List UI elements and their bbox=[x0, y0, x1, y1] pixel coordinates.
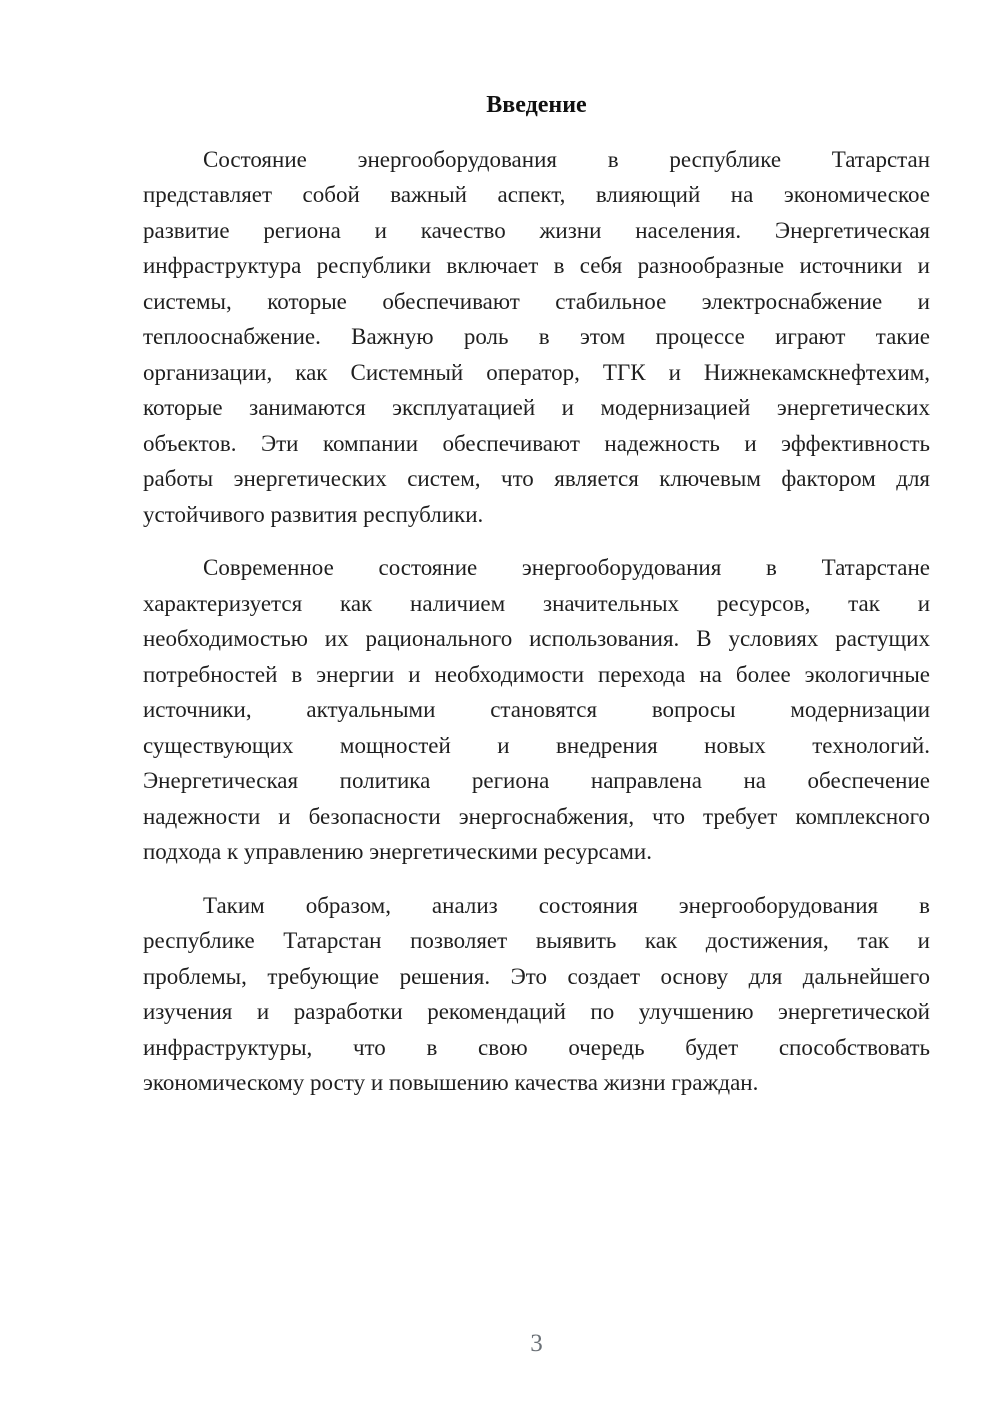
text-line: которые занимаются эксплуатацией и модернизацией энергетических bbox=[143, 395, 930, 420]
text-line: существующих мощностей и внедрения новых технологий. bbox=[143, 732, 930, 758]
text-line: Энергетическая политика региона направлена на обеспечение bbox=[143, 768, 930, 793]
text-line: экономическому росту и повышению качества жизни граждан. bbox=[143, 1070, 759, 1095]
page-title: Введение bbox=[486, 92, 587, 118]
text-line: Таким образом, анализ состояния энергооборудования в bbox=[203, 892, 930, 918]
text-line: устойчивого развития республики. bbox=[143, 501, 484, 527]
text-line: инфраструктура республики включает в себя разнообразные источники и bbox=[143, 253, 930, 278]
text-line: республике Татарстан позволяет выявить как достижения, так и bbox=[143, 928, 930, 953]
paragraph bbox=[143, 550, 930, 870]
text-line: надежности и безопасности энергоснабжения, что требует комплексного bbox=[143, 803, 930, 829]
text-line: Состояние энергооборудования в республике Татарстан bbox=[203, 146, 930, 172]
document-content bbox=[143, 88, 930, 1119]
text-line: работы энергетических систем, что является ключевым фактором для bbox=[143, 466, 930, 491]
text-line: развитие региона и качество жизни населения. Энергетическая bbox=[143, 217, 930, 243]
text-line: Современное состояние энергооборудования в Татарстане bbox=[203, 555, 930, 580]
text-line: характеризуется как наличием значительных ресурсов, так и bbox=[143, 590, 930, 616]
text-line: проблемы, требующие решения. Это создает основу для дальнейшего bbox=[143, 963, 930, 989]
text-line: изучения и разработки рекомендаций по улучшению энергетической bbox=[143, 999, 930, 1024]
text-line: подхода к управлению энергетическими ресурсами. bbox=[143, 839, 652, 864]
text-line: потребностей в энергии и необходимости перехода на более экологичные bbox=[143, 661, 930, 687]
paragraph bbox=[143, 888, 930, 1101]
paragraph bbox=[143, 142, 930, 533]
text-line: необходимостью их рационального использования. В условиях растущих bbox=[143, 626, 930, 651]
text-line: источники, актуальными становятся вопросы модернизации bbox=[143, 697, 930, 722]
page-number: 3 bbox=[530, 1330, 543, 1357]
text-line: организации, как Системный оператор, ТГК и Нижнекамскнефтехим, bbox=[143, 359, 930, 385]
text-line: представляет собой важный аспект, влияющий на экономическое bbox=[143, 182, 930, 207]
document-body bbox=[143, 142, 930, 1101]
text-line: объектов. Эти компании обеспечивают надежность и эффективность bbox=[143, 430, 930, 456]
text-line: системы, которые обеспечивают стабильное электроснабжение и bbox=[143, 288, 930, 314]
text-line: теплооснабжение. Важную роль в этом процессе играют такие bbox=[143, 324, 930, 349]
text-line: инфраструктуры, что в свою очередь будет способствовать bbox=[143, 1034, 930, 1060]
